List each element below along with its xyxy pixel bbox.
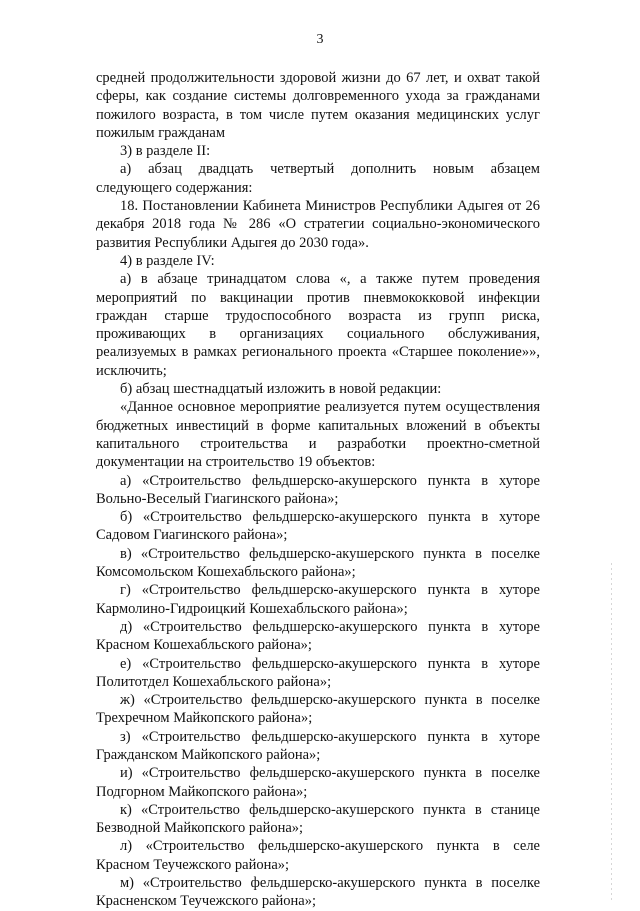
paragraph: в) «Строительство фельдшерско-акушерского пункта в поселке Комсомольском Кошехабльского района»; [96, 545, 540, 581]
page-number: 3 [316, 32, 324, 47]
paragraph: б) «Строительство фельдшерско-акушерского пункта в хуторе Садовом Гиагинского района»; [96, 509, 540, 544]
paragraph: м) «Строительство фельдшерско-акушерского пункта в поселке Красненском Теучежского района»; [96, 875, 540, 910]
paragraph: 3) в разделе II: [120, 143, 211, 160]
paragraph: к) «Строительство фельдшерско-акушерского пункта в станице Безводной Майкопского района»; [96, 801, 540, 837]
paragraph: и) «Строительство фельдшерско-акушерского пункта в поселке Подгорном Майкопского района»; [96, 765, 540, 800]
paragraph: б) абзац шестнадцатый изложить в новой редакции: [120, 381, 442, 398]
paragraph: средней продолжительности здоровой жизни до 67 лет, и охват такой сферы, как создание системы долговременного ухода за гражданами пожилого возраста, в том числе путем оказания медицинских услуг пожилым гражданам [96, 70, 540, 141]
paragraph: г) «Строительство фельдшерско-акушерского пункта в хуторе Кармолино-Гидроицкий Кошехабльского района»; [96, 582, 540, 617]
paragraph: 4) в разделе IV: [120, 252, 215, 269]
paragraph: з) «Строительство фельдшерско-акушерского пункта в хуторе Гражданском Майкопского района»; [96, 728, 540, 763]
paragraph: ж) «Строительство фельдшерско-акушерского пункта в поселке Трехречном Майкопского района»; [96, 692, 540, 727]
paragraph: д) «Строительство фельдшерско-акушерского пункта в хуторе Красном Кошехабльского района»; [96, 618, 540, 654]
paragraph: а) «Строительство фельдшерско-акушерского пункта в хуторе Вольно-Веселый Гиагинского района»; [96, 472, 540, 507]
paragraph: л) «Строительство фельдшерско-акушерского пункта в селе Красном Теучежского района»; [96, 838, 540, 873]
scan-artifact [611, 560, 612, 900]
paragraph: 18. Постановлении Кабинета Министров Республики Адыгея от 26 декабря 2018 года № 286 «О стратегии социально-экономического развития Республики Адыгея до 2030 года». [96, 198, 540, 251]
paragraph: «Данное основное мероприятие реализуется путем осуществления бюджетных инвестиций в форме капитальных вложений в объекты капитального строительства и разработки проектно-сметной документации на строительство 19 объектов: [96, 399, 540, 471]
document-body [96, 69, 540, 911]
paragraph: е) «Строительство фельдшерско-акушерского пункта в хуторе Политотдел Кошехабльского района»; [96, 655, 540, 690]
paragraph: а) в абзаце тринадцатом слова «, а также путем проведения мероприятий по вакцинации против пневмококковой инфекции граждан старше трудоспособного возраста из групп риска, проживающих в организациях социального обслуживания, реализуемых в рамках регионального проекта «Старшее поколение»», исключить; [96, 271, 540, 379]
paragraph: а) абзац двадцать четвертый дополнить новым абзацем следующего содержания: [96, 161, 540, 196]
